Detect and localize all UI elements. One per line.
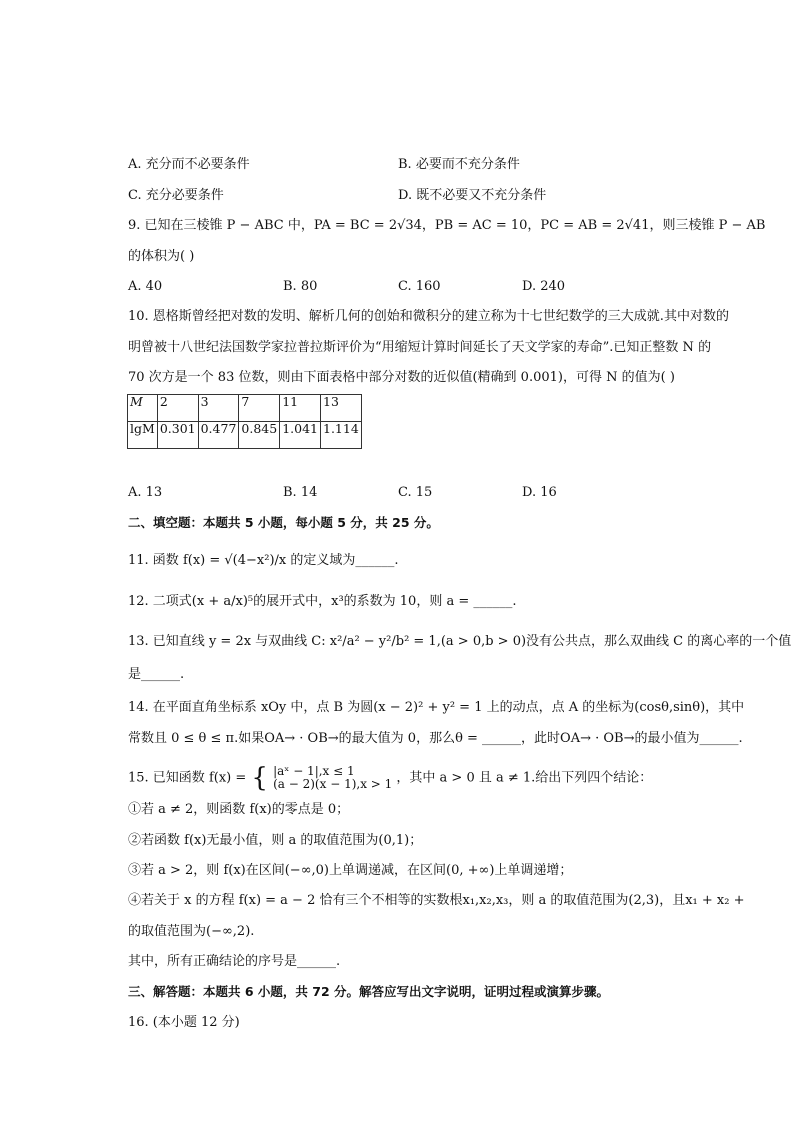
q9-option-d: D. 240: [522, 279, 566, 294]
q9-option-a: A. 40: [128, 279, 163, 294]
table-cell: M: [128, 395, 158, 422]
piecewise-case-1: |aˣ − 1|,x ≤ 1: [273, 764, 355, 778]
q15-ask: 其中，所有正确结论的序号是______.: [128, 954, 341, 969]
q15-conclusion-3: ③若 a > 2，则 f(x)在区间(−∞,0)上单调递减，在区间(0, +∞)上单调递增；: [128, 863, 573, 878]
table-cell: 7: [239, 395, 280, 422]
q15-conclusion-2: ②若函数 f(x)无最小值，则 a 的取值范围为(0,1)；: [128, 833, 423, 848]
q10-stem-line1: 10. 恩格斯曾经把对数的发明、解析几何的创始和微积分的建立称为十七世纪数学的三大成就.其中对数的: [128, 309, 729, 324]
table-cell: 0.477: [198, 422, 239, 449]
section-heading-answers: 三、解答题：本题共 6 小题，共 72 分。解答应写出文字说明，证明过程或演算步骤。: [128, 984, 610, 999]
table-cell: 0.845: [239, 422, 280, 449]
q13-stem-line1: 13. 已知直线 y = 2x 与双曲线 C: x²/a² − y²/b² = 1,(a > 0,b > 0)没有公共点，那么双曲线 C 的离心率的一个值: [128, 634, 792, 649]
q10-option-c: C. 15: [398, 485, 433, 500]
q15-conclusion-4-cont: 的取值范围为(−∞,2).: [128, 924, 255, 939]
q9-option-c: C. 160: [398, 279, 441, 294]
q10-stem-line2: 明曾被十八世纪法国数学家拉普拉斯评价为“用缩短计算时间延长了天文学家的寿命”.已知正整数 N 的: [128, 340, 712, 355]
table-cell: 2: [157, 395, 198, 422]
q9-stem-line2: 的体积为( ): [128, 249, 195, 264]
table-cell: lgM: [128, 422, 158, 449]
table-row: [128, 422, 362, 449]
q10-stem-line3: 70 次方是一个 83 位数，则由下面表格中部分对数的近似值(精确到 0.001)，可得 N 的值为( ): [128, 370, 675, 385]
q15-stem-tail: ，其中 a > 0 且 a ≠ 1.给出下列四个结论：: [396, 770, 653, 786]
piecewise-brace: {: [251, 763, 268, 793]
table-cell: 1.114: [321, 422, 362, 449]
q15-stem: [128, 765, 652, 791]
table-cell: 3: [198, 395, 239, 422]
q9-option-b: B. 80: [283, 279, 318, 294]
q10-option-a: A. 13: [128, 485, 163, 500]
q8-option-d: D. 既不必要又不充分条件: [398, 188, 547, 203]
q15-conclusion-4: ④若关于 x 的方程 f(x) = a − 2 恰有三个不相等的实数根x₁,x₂,x₃，则 a 的取值范围为(2,3)，且x₁ + x₂ +: [128, 893, 745, 908]
q13-stem-line2: 是______.: [128, 667, 185, 682]
q8-option-b: B. 必要而不充分条件: [398, 157, 520, 172]
table-cell: 11: [280, 395, 321, 422]
q14-stem-line2: 常数且 0 ≤ θ ≤ π.如果OA→ · OB→的最大值为 0，那么θ = ______，此时OA→ · OB→的最小值为______.: [128, 731, 743, 746]
table-cell: 13: [321, 395, 362, 422]
piecewise-case-2: (a − 2)(x − 1),x > 1: [273, 777, 393, 791]
log-table: [127, 394, 362, 449]
piecewise-cases: [273, 765, 392, 791]
q10-option-b: B. 14: [283, 485, 318, 500]
q8-option-a: A. 充分而不必要条件: [128, 157, 250, 172]
q15-stem-lead: 15. 已知函数 f(x) =: [128, 770, 247, 786]
q12-stem: 12. 二项式(x + a/x)⁵的展开式中，x³的系数为 10，则 a = ______.: [128, 594, 517, 609]
table-row: [128, 395, 362, 422]
q14-stem-line1: 14. 在平面直角坐标系 xOy 中，点 B 为圆(x − 2)² + y² = 1 上的动点，点 A 的坐标为(cosθ,sinθ)，其中: [128, 700, 745, 715]
table-cell: 0.301: [157, 422, 198, 449]
q16-heading: 16. (本小题 12 分): [128, 1015, 240, 1030]
q15-conclusion-1: ①若 a ≠ 2，则函数 f(x)的零点是 0；: [128, 802, 350, 817]
q11-stem: 11. 函数 f(x) = √(4−x²)/x 的定义域为______.: [128, 553, 399, 568]
table-cell: 1.041: [280, 422, 321, 449]
q10-option-d: D. 16: [522, 485, 557, 500]
q9-stem-line1: 9. 已知在三棱锥 P − ABC 中，PA = BC = 2√34，PB = AC = 10，PC = AB = 2√41，则三棱锥 P − AB: [128, 218, 766, 233]
section-heading-fill-in: 二、填空题：本题共 5 小题，每小题 5 分，共 25 分。: [128, 515, 439, 530]
q8-option-c: C. 充分必要条件: [128, 188, 224, 203]
